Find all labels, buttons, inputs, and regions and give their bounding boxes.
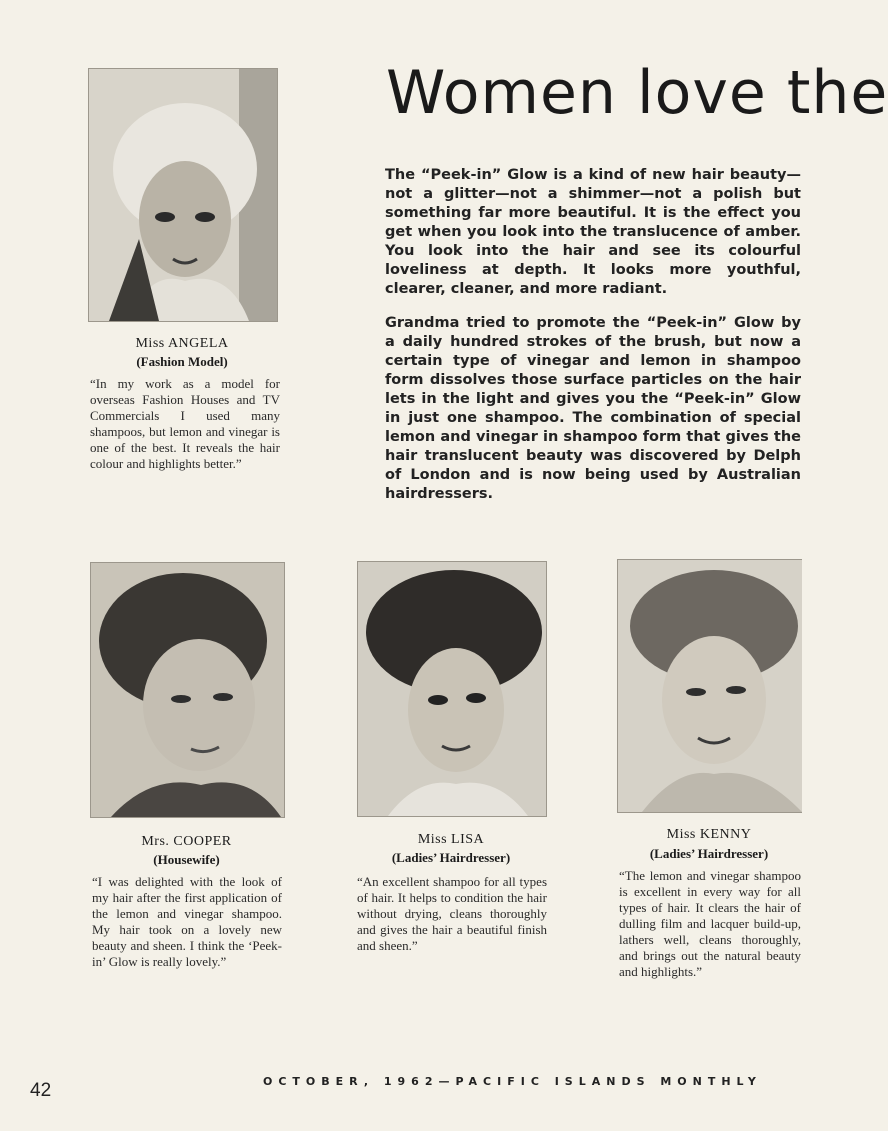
portrait-lisa-image [358,562,546,816]
article-paragraph-2: Grandma tried to promote the “Peek-in” Glow by a daily hundred strokes of the brush, but now a certain type of vinegar and lemon in shampoo form dissolves those surface particles on the hair lets in the light and gives you the “Peek-in” Glow in just one shampoo. The combination of special lemon and vinegar in shampoo form that gives the hair translucent beauty was discovered by Delph of London and is now being used by Australian hairdressers. [385,315,801,502]
page-number: 42 [30,1080,52,1101]
publication-line: OCTOBER, 1962—PACIFIC ISLANDS MONTHLY [263,1075,762,1088]
photo-cooper [90,562,285,818]
photo-kenny [617,559,802,813]
testimonial-name-angela: Miss ANGELA [135,336,229,351]
portrait-kenny-image [618,560,802,812]
testimonial-role-cooper: (Housewife) [153,852,220,867]
testimonial-quote-angela: “In my work as a model for overseas Fashion Houses and TV Commercials I used many shampoos, but lemon and vinegar is one of the best. It reveals the hair colour and highlights better.” [90,376,280,471]
testimonial-name-lisa: Miss LISA [417,832,485,847]
photo-angela [88,68,278,322]
testimonial-role-kenny: (Ladies’ Hairdresser) [649,846,769,861]
testimonial-quote-lisa: “An excellent shampoo for all types of hair. It helps to condition the hair without drying, cleans thoroughly and gives the hair a beautiful finish and sheen.” [357,874,547,953]
testimonial-quote-cooper: “I was delighted with the look of my hair after the first application of the lemon and vinegar shampoo. My hair took on a lovely new beauty and sheen. I think the ‘Peek-in’ Glow is really lovely.” [92,874,282,969]
testimonial-name-cooper: Mrs. COOPER [141,834,232,849]
testimonial-quote-kenny: “The lemon and vinegar shampoo is excellent in every way for all types of hair. It clears the hair of dulling film and lacquer build-up, lathers well, cleans thoroughly, and brings out the natural beauty and highlights.” [619,868,801,979]
testimonial-role-lisa: (Ladies’ Hairdresser) [391,850,511,865]
portrait-angela-image [89,69,277,321]
portrait-cooper-image [91,563,284,817]
article-paragraph-1: The “Peek-in” Glow is a kind of new hair beauty—not a glitter—not a shimmer—not a polish but something far more beautiful. It is the effect you get when you look into the translucence of amber. You look into the hair and see its colourful loveliness at depth. It looks more youthful, clearer, cleaner, and more radiant. [385,167,801,297]
testimonial-role-angela: (Fashion Model) [136,354,228,369]
headline: Women love the [386,58,888,128]
photo-lisa [357,561,547,817]
testimonial-name-kenny: Miss KENNY [666,827,752,842]
